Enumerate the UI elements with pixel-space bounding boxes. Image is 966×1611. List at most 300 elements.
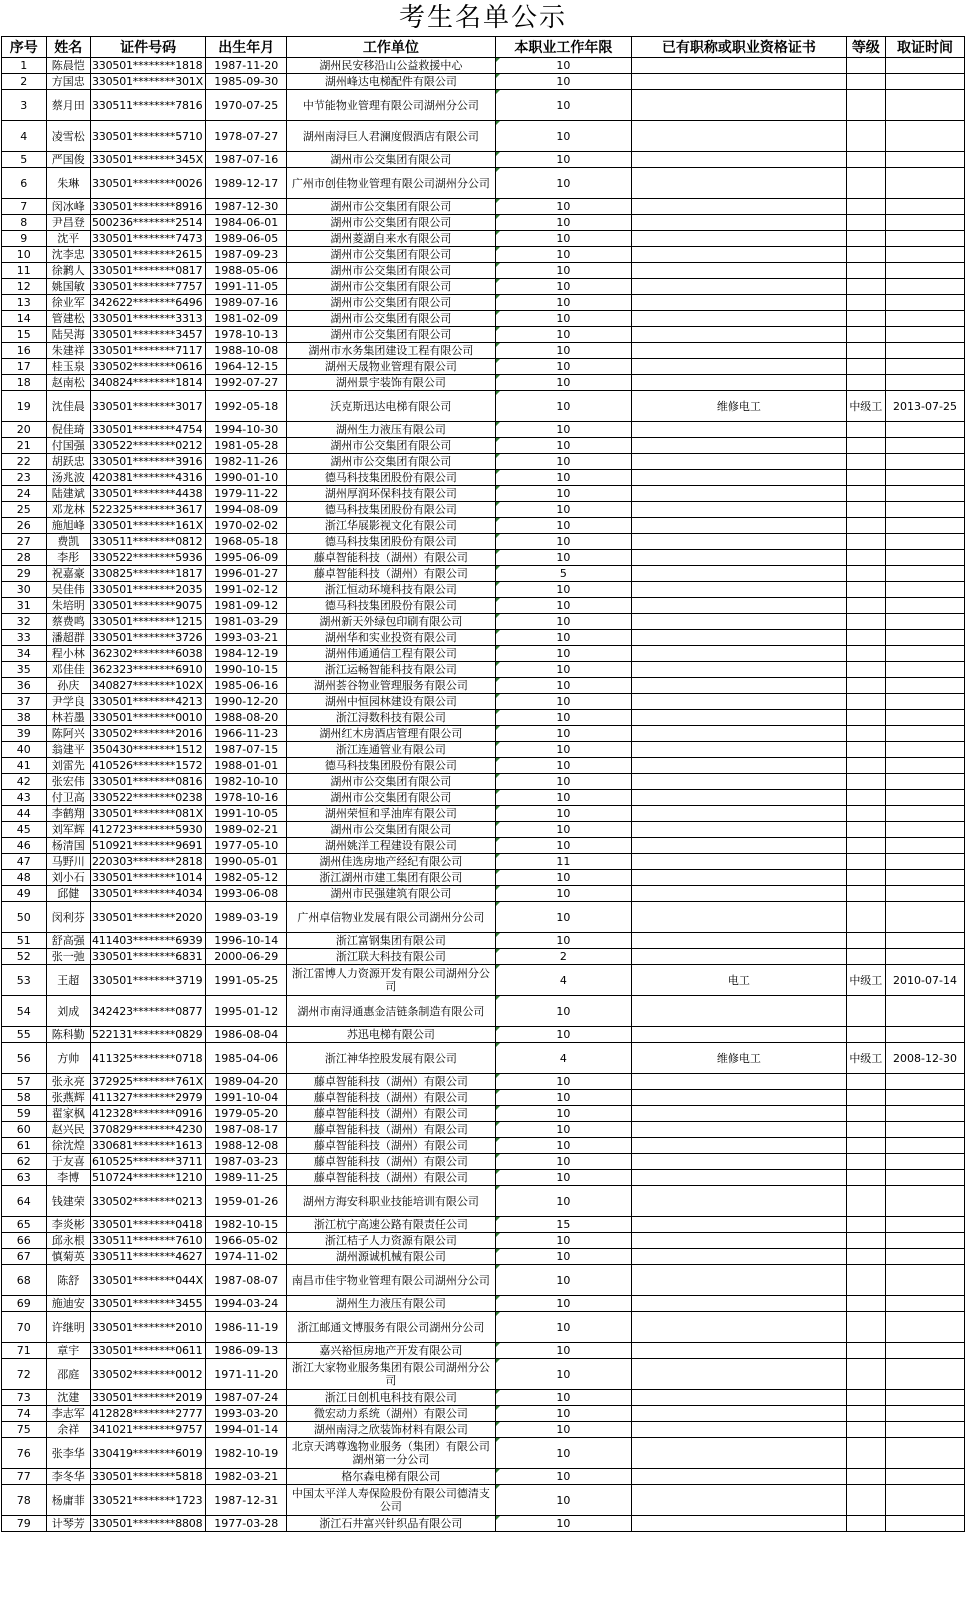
cell-id: 330501********7117 [91,343,206,359]
cell-index: 23 [2,470,47,486]
cell-id: 330501********161X [91,518,206,534]
cell-years: 10 [495,678,632,694]
cell-birth: 1966-11-23 [206,726,287,742]
table-row [2,1438,965,1469]
cell-birth: 1982-03-21 [206,1469,287,1485]
cell-birth: 1989-11-25 [206,1170,287,1186]
cell-years: 10 [495,199,632,215]
cell-birth: 1987-11-20 [206,58,287,74]
page-title: 考生名单公示 [398,3,567,33]
cell-certificate [632,678,846,694]
cell-birth: 1988-01-01 [206,758,287,774]
table-row [2,710,965,726]
cell-certificate [632,1406,846,1422]
cell-birth: 1987-08-17 [206,1122,287,1138]
cell-employer: 浙江日创机电科技有限公司 [287,1390,495,1406]
cell-index: 64 [2,1186,47,1217]
cell-employer: 湖州市公交集团有限公司 [287,263,495,279]
cell-cert-date [886,1122,965,1138]
table-row [2,933,965,949]
cell-employer: 藤卓智能科技（湖州）有限公司 [287,1106,495,1122]
cell-employer: 湖州市公交集团有限公司 [287,295,495,311]
cell-name: 李鹤翔 [46,806,91,822]
cell-index: 78 [2,1485,47,1516]
cell-level [846,502,885,518]
cell-name: 陈阿兴 [46,726,91,742]
cell-employer: 藤卓智能科技（湖州）有限公司 [287,1138,495,1154]
cell-cert-date [886,996,965,1027]
cell-id: 522325********3617 [91,502,206,518]
cell-employer: 广州市创佳物业管理有限公司湖州分公司 [287,168,495,199]
cell-id: 330501********3916 [91,454,206,470]
cell-years: 10 [495,502,632,518]
cell-cert-date [886,1438,965,1469]
table-row [2,1106,965,1122]
cell-index: 32 [2,614,47,630]
table-row [2,486,965,502]
cell-birth: 1994-10-30 [206,422,287,438]
cell-certificate [632,774,846,790]
cell-cert-date [886,1233,965,1249]
cell-cert-date [886,327,965,343]
cell-level [846,1106,885,1122]
cell-years: 10 [495,518,632,534]
cell-employer: 湖州市公交集团有限公司 [287,311,495,327]
cell-years: 10 [495,742,632,758]
cell-years: 10 [495,662,632,678]
cell-name: 赵南松 [46,375,91,391]
cell-level [846,598,885,614]
table-row [2,1138,965,1154]
cell-level [846,422,885,438]
cell-years: 10 [495,168,632,199]
cell-level [846,678,885,694]
table-row [2,454,965,470]
cell-cert-date [886,1186,965,1217]
cell-birth: 1978-10-16 [206,790,287,806]
cell-level: 中级工 [846,1043,885,1074]
cell-id: 330501********8916 [91,199,206,215]
cell-id: 411327********2979 [91,1090,206,1106]
cell-birth: 1996-01-27 [206,566,287,582]
cell-certificate [632,58,846,74]
cell-employer: 湖州市公交集团有限公司 [287,822,495,838]
cell-id: 330521********1723 [91,1485,206,1516]
table-row [2,1469,965,1485]
cell-level [846,1390,885,1406]
cell-birth: 1981-09-12 [206,598,287,614]
cell-certificate [632,1154,846,1170]
cell-birth: 1994-01-14 [206,1422,287,1438]
cell-years: 10 [495,231,632,247]
cell-level [846,279,885,295]
cell-employer: 湖州生力液压有限公司 [287,422,495,438]
cell-years: 15 [495,1217,632,1233]
cell-id: 330501********7473 [91,231,206,247]
cell-index: 31 [2,598,47,614]
cell-id: 330501********2035 [91,582,206,598]
cell-id: 510921********9691 [91,838,206,854]
table-row [2,391,965,422]
cell-employer: 湖州市公交集团有限公司 [287,199,495,215]
cell-birth: 1986-11-19 [206,1312,287,1343]
cell-level [846,1122,885,1138]
cell-name: 凌雪松 [46,121,91,152]
cell-name: 李志军 [46,1406,91,1422]
cell-birth: 1979-11-22 [206,486,287,502]
cell-level [846,614,885,630]
table-row [2,774,965,790]
cell-cert-date [886,550,965,566]
cell-certificate [632,1422,846,1438]
cell-birth: 1989-04-20 [206,1074,287,1090]
cell-birth: 1992-05-18 [206,391,287,422]
cell-certificate [632,1343,846,1359]
cell-id: 330501********044X [91,1265,206,1296]
cell-index: 5 [2,152,47,168]
table-row [2,598,965,614]
cell-certificate [632,1186,846,1217]
cell-id: 330501********3313 [91,311,206,327]
cell-cert-date [886,1027,965,1043]
cell-id: 330502********0213 [91,1186,206,1217]
cell-cert-date [886,678,965,694]
table-row [2,279,965,295]
cell-name: 刘雷先 [46,758,91,774]
table-row [2,582,965,598]
cell-cert-date [886,152,965,168]
cell-birth: 1985-09-30 [206,74,287,90]
table-row [2,902,965,933]
cell-certificate [632,311,846,327]
col-header-cert-date: 取证时间 [886,37,965,58]
cell-level [846,470,885,486]
cell-name: 慎菊英 [46,1249,91,1265]
cell-cert-date [886,838,965,854]
cell-id: 330522********5936 [91,550,206,566]
cell-employer: 德马科技集团股份有限公司 [287,758,495,774]
col-header-name: 姓名 [46,37,91,58]
cell-birth: 1968-05-18 [206,534,287,550]
table-row [2,662,965,678]
cell-level: 中级工 [846,391,885,422]
cell-level [846,870,885,886]
cell-certificate [632,359,846,375]
cell-level [846,121,885,152]
cell-level [846,694,885,710]
table-row [2,678,965,694]
cell-certificate [632,486,846,502]
cell-id: 330502********2016 [91,726,206,742]
cell-id: 372925********761X [91,1074,206,1090]
table-row [2,74,965,90]
cell-id: 330501********1014 [91,870,206,886]
cell-years: 10 [495,822,632,838]
cell-employer: 浙江连通管业有限公司 [287,742,495,758]
cell-birth: 1985-06-16 [206,678,287,694]
cell-cert-date [886,534,965,550]
cell-birth: 1995-01-12 [206,996,287,1027]
cell-level [846,295,885,311]
cell-index: 8 [2,215,47,231]
table-row [2,1154,965,1170]
cell-name: 李炎彬 [46,1217,91,1233]
cell-id: 330501********4213 [91,694,206,710]
cell-employer: 德马科技集团股份有限公司 [287,470,495,486]
cell-cert-date [886,470,965,486]
cell-name: 张燕辉 [46,1090,91,1106]
cell-id: 420381********4316 [91,470,206,486]
cell-level [846,550,885,566]
cell-certificate [632,343,846,359]
cell-birth: 1978-10-13 [206,327,287,343]
cell-birth: 1991-11-05 [206,279,287,295]
cell-cert-date: 2010-07-14 [886,965,965,996]
cell-certificate [632,1122,846,1138]
cell-name: 付卫高 [46,790,91,806]
cell-cert-date [886,806,965,822]
cell-employer: 德马科技集团股份有限公司 [287,502,495,518]
cell-certificate [632,90,846,121]
cell-cert-date [886,1343,965,1359]
cell-name: 潘超群 [46,630,91,646]
cell-employer: 德马科技集团股份有限公司 [287,598,495,614]
cell-certificate [632,933,846,949]
table-row [2,58,965,74]
cell-birth: 1993-03-20 [206,1406,287,1422]
cell-id: 330501********1215 [91,614,206,630]
cell-employer: 沃克斯迅达电梯有限公司 [287,391,495,422]
cell-id: 330501********4754 [91,422,206,438]
cell-index: 35 [2,662,47,678]
cell-index: 19 [2,391,47,422]
cell-level [846,152,885,168]
cell-index: 7 [2,199,47,215]
cell-cert-date [886,58,965,74]
cell-years: 10 [495,247,632,263]
cell-id: 330681********1613 [91,1138,206,1154]
cell-years: 10 [495,454,632,470]
cell-id: 330501********081X [91,806,206,822]
cell-birth: 1982-11-26 [206,454,287,470]
cell-id: 362302********6038 [91,646,206,662]
cell-certificate [632,263,846,279]
cell-index: 70 [2,1312,47,1343]
cell-index: 41 [2,758,47,774]
cell-name: 桂玉泉 [46,359,91,375]
cell-id: 330511********0812 [91,534,206,550]
cell-name: 蔡月田 [46,90,91,121]
cell-level [846,74,885,90]
cell-id: 330501********301X [91,74,206,90]
cell-level [846,1422,885,1438]
cell-birth: 1989-06-05 [206,231,287,247]
cell-index: 69 [2,1296,47,1312]
cell-index: 36 [2,678,47,694]
table-row [2,1122,965,1138]
cell-name: 邵庭 [46,1359,91,1390]
cell-id: 330501********2615 [91,247,206,263]
cell-cert-date [886,168,965,199]
cell-level [846,1154,885,1170]
cell-name: 舒高强 [46,933,91,949]
table-row [2,1265,965,1296]
cell-name: 汤兆波 [46,470,91,486]
cell-index: 24 [2,486,47,502]
cell-years: 4 [495,1043,632,1074]
table-row [2,758,965,774]
cell-birth: 1996-10-14 [206,933,287,949]
cell-years: 10 [495,1516,632,1532]
cell-employer: 北京天鸿尊逸物业服务（集团）有限公司湖州第一分公司 [287,1438,495,1469]
cell-index: 2 [2,74,47,90]
cell-index: 17 [2,359,47,375]
cell-level [846,566,885,582]
cell-birth: 1970-07-25 [206,90,287,121]
col-header-years: 本职业工作年限 [495,37,632,58]
cell-level [846,247,885,263]
cell-name: 杨庸菲 [46,1485,91,1516]
cell-cert-date [886,710,965,726]
table-row [2,1390,965,1406]
cell-name: 费凯 [46,534,91,550]
cell-index: 29 [2,566,47,582]
cell-id: 370829********4230 [91,1122,206,1138]
cell-id: 330501********7757 [91,279,206,295]
cell-id: 330825********1817 [91,566,206,582]
cell-certificate [632,121,846,152]
table-row [2,231,965,247]
cell-index: 22 [2,454,47,470]
cell-name: 付国强 [46,438,91,454]
cell-years: 10 [495,582,632,598]
cell-birth: 1984-12-19 [206,646,287,662]
cell-cert-date [886,263,965,279]
cell-years: 10 [495,359,632,375]
table-row [2,1249,965,1265]
col-header-employer: 工作单位 [287,37,495,58]
table-row [2,295,965,311]
table-row [2,949,965,965]
cell-employer: 湖州荣恒和孚油库有限公司 [287,806,495,822]
table-row [2,1170,965,1186]
cell-index: 3 [2,90,47,121]
cell-employer: 湖州市公交集团有限公司 [287,774,495,790]
cell-employer: 浙江邮通文博服务有限公司湖州分公司 [287,1312,495,1343]
cell-name: 尹昌登 [46,215,91,231]
cell-level [846,1090,885,1106]
cell-birth: 1986-08-04 [206,1027,287,1043]
cell-years: 10 [495,263,632,279]
cell-cert-date [886,694,965,710]
cell-years: 10 [495,1469,632,1485]
cell-certificate [632,566,846,582]
cell-employer: 浙江富钢集团有限公司 [287,933,495,949]
cell-level [846,949,885,965]
cell-years: 10 [495,806,632,822]
cell-years: 10 [495,534,632,550]
cell-name: 方国忠 [46,74,91,90]
cell-birth: 1982-10-19 [206,1438,287,1469]
cell-index: 49 [2,886,47,902]
cell-years: 10 [495,1154,632,1170]
cell-level [846,1217,885,1233]
cell-certificate [632,1390,846,1406]
cell-name: 李冬华 [46,1469,91,1485]
cell-name: 陆吴海 [46,327,91,343]
cell-cert-date [886,1422,965,1438]
cell-name: 陆建斌 [46,486,91,502]
cell-id: 412828********2777 [91,1406,206,1422]
table-row [2,152,965,168]
cell-cert-date [886,1469,965,1485]
cell-id: 341021********9757 [91,1422,206,1438]
cell-name: 李博 [46,1170,91,1186]
cell-id: 330501********4034 [91,886,206,902]
cell-name: 胡跃忠 [46,454,91,470]
cell-cert-date [886,1485,965,1516]
cell-index: 51 [2,933,47,949]
cell-employer: 浙江运畅智能科技有限公司 [287,662,495,678]
cell-level [846,454,885,470]
cell-id: 342423********0877 [91,996,206,1027]
cell-id: 330501********0611 [91,1343,206,1359]
cell-cert-date [886,598,965,614]
cell-birth: 1994-08-09 [206,502,287,518]
cell-employer: 浙江湖州市建工集团有限公司 [287,870,495,886]
table-row [2,534,965,550]
cell-cert-date [886,422,965,438]
cell-level [846,1074,885,1090]
cell-index: 27 [2,534,47,550]
cell-id: 330501********4438 [91,486,206,502]
cell-years: 10 [495,215,632,231]
cell-index: 25 [2,502,47,518]
cell-id: 362323********6910 [91,662,206,678]
cell-level: 中级工 [846,965,885,996]
cell-cert-date [886,726,965,742]
cell-employer: 浙江恒动环境科技有限公司 [287,582,495,598]
cell-birth: 1989-07-16 [206,295,287,311]
table-row [2,263,965,279]
cell-name: 李彤 [46,550,91,566]
cell-years: 10 [495,902,632,933]
cell-id: 340824********1814 [91,375,206,391]
cell-cert-date [886,870,965,886]
cell-name: 姚国敏 [46,279,91,295]
cell-years: 10 [495,1074,632,1090]
cell-years: 10 [495,1106,632,1122]
cell-cert-date [886,1090,965,1106]
cell-birth: 1987-12-30 [206,199,287,215]
cell-employer: 湖州佳选房地产经纪有限公司 [287,854,495,870]
cell-level [846,1438,885,1469]
table-row [2,1422,965,1438]
table-row [2,1406,965,1422]
cell-years: 10 [495,1406,632,1422]
table-row [2,822,965,838]
cell-years: 4 [495,965,632,996]
cell-cert-date [886,359,965,375]
table-row [2,121,965,152]
cell-index: 62 [2,1154,47,1170]
cell-index: 12 [2,279,47,295]
cell-years: 10 [495,598,632,614]
cell-id: 330501********6831 [91,949,206,965]
cell-years: 10 [495,1312,632,1343]
table-row [2,1186,965,1217]
cell-certificate [632,822,846,838]
